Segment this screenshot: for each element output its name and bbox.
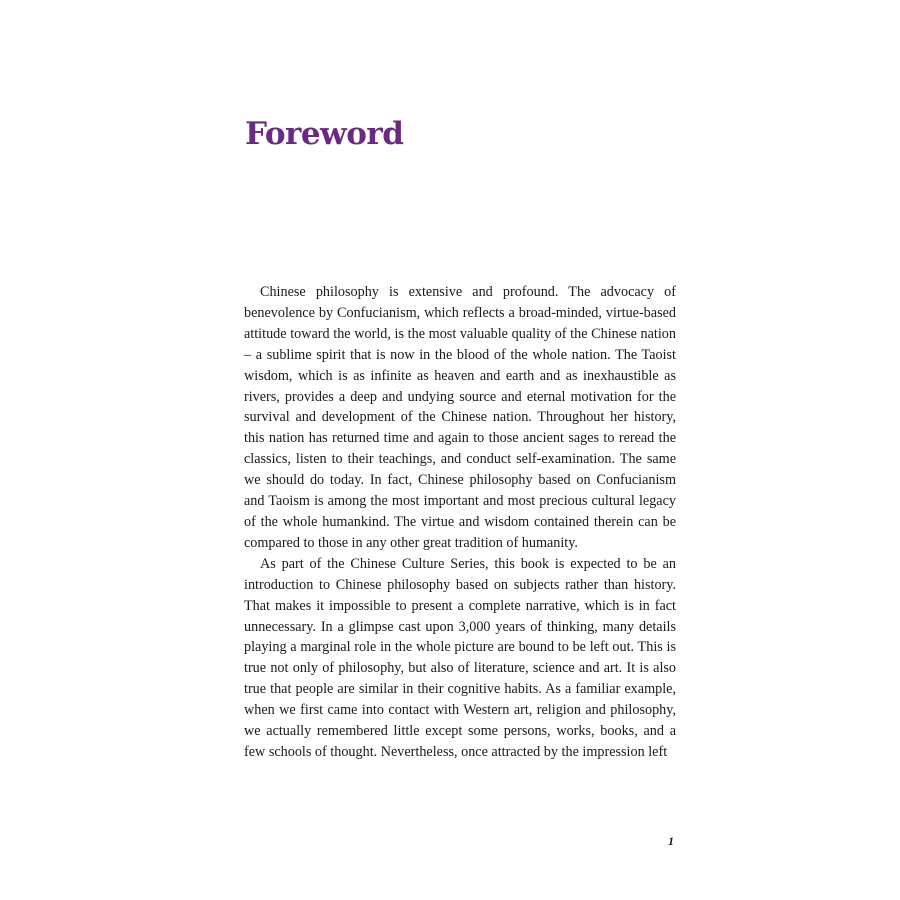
paragraph-2: As part of the Chinese Culture Series, this book is expected to be an introduction to Chinese philosophy based on subjects rather than history. That makes it impossible to present a complete narrative, which is in fact unnecessary. In a glimpse cast upon 3,000 years of thinking, many details playing a marginal role in the whole picture are bound to be left out. This is true not only of philosophy, but also of literature, science and art. It is also true that people are similar in their cognitive habits. As a familiar example, when we first came into contact with Western art, religion and philosophy, we actually remembered little except some persons, works, books, and a few schools of thought. Nevertheless, once attracted by the impression left	[244, 555, 676, 760]
paragraph-1: Chinese philosophy is extensive and profound. The advocacy of benevolence by Confucianism, which reflects a broad-minded, virtue-based attitude toward the world, is the most valuable quality of the Chinese nation – a sublime spirit that is now in the blood of the whole nation. The Taoist wisdom, which is as infinite as heaven and earth and as inexhaustible as rivers, provides a deep and undying source and eternal motivation for the survival and development of the Chinese nation. Throughout her history, this nation has returned time and again to those ancient sages to reread the classics, listen to their teachings, and conduct self-examination. The same we should do today. In fact, Chinese philosophy based on Confucianism and Taoism is among the most important and most precious cultural legacy of the whole humankind. The virtue and wisdom contained therein can be compared to those in any other great tradition of humanity.	[244, 284, 676, 551]
page-number: 1	[668, 834, 674, 848]
body-text	[244, 282, 676, 763]
chapter-title: Foreword	[245, 116, 404, 152]
